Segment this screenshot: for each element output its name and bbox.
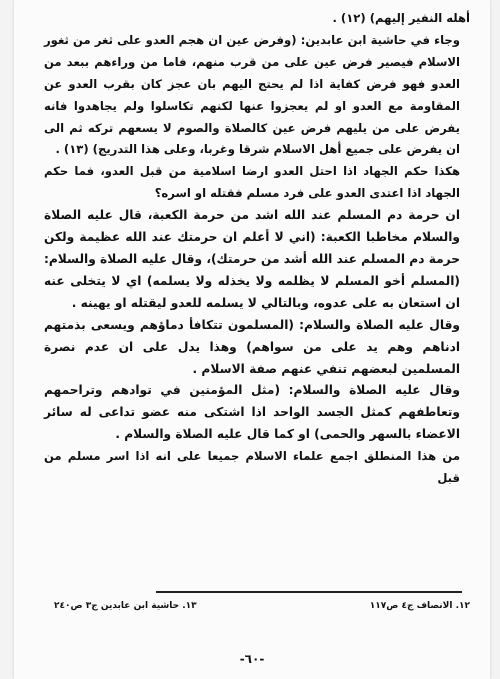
- paragraph-continuation: أهله النفير إليهم) (١٢) .: [332, 11, 470, 25]
- paragraph-believers-one-body: وقال عليه الصلاة والسلام: (مثل المؤمنين في توادهم وتراحمهم وتعاطفهم كمثل الجسد الواحد اذا اشتكى منه عضو تداعى له سائر الاعضاء بالسهر والحمى) او كما قال عليه الصلاة والسلام .: [44, 383, 460, 442]
- footnotes: [54, 601, 470, 611]
- footnote-divider: [156, 591, 462, 593]
- footnote-12: ١٢. الانصاف ج٤ ص١١٧: [369, 601, 470, 611]
- footnote-13: ١٣. حاشية ابن عابدين ج٣ ص٢٤٠: [54, 601, 197, 611]
- page-number: -٦٠-: [239, 652, 265, 666]
- document-page: [14, 0, 490, 679]
- paragraph-sanctity-of-blood: ان حرمة دم المسلم عند الله اشد من حرمة الكعبة، قال عليه الصلاة والسلام مخاطبا الكعبة: (اني لا أعلم ان حرمتك عند الله عظيمة ولكن حرمة دم المسلم عند الله أشد من حرمتك)، وقال عليه الصلاة والسلام: (المسلم أخو المسلم لا يظلمه ولا يخذله ولا يسلمه) اي لا يتخلى عنه ان استعان به على عدوه، وبالتالي لا يسلمه للعدو ليقتله او يهينه .: [43, 208, 460, 310]
- body-text: [44, 8, 470, 490]
- paragraph-muslims-equal-blood: وقال عليه الصلاة والسلام: (المسلمون تتكافأ دماؤهم ويسعى بذمتهم ادناهم وهم يد على من سواهم) وهذا يدل على ان عدم نصرة المسلمين لبعضهم تنفي عنهم صفة الاسلام .: [44, 317, 460, 376]
- paragraph-ibn-abidin-quote: وجاء في حاشية ابن عابدين: (وفرض عين ان هجم العدو على ثغر من ثغور الاسلام فيصير فرض عين على من قرب منهم، فاما من وراءهم ببعد من العدو فهو فرض كفاية اذا لم يحتج اليهم بان عجز كان بقرب العدو عن المقاومة مع العدو او لم يعجزوا عنها لكنهم تكاسلوا ولم يجاهدوا فانه يفرض على من يليهم فرض عين كالصلاة والصوم لا يسعهم تركه ثم الى ان يفرض على جميع أهل الاسلام شرقا وغربا، وعلى هذا التدريج) (١٣) .: [44, 32, 460, 157]
- paragraph-question: هكذا حكم الجهاد اذا احتل العدو ارضا اسلامية من قبل العدو، فما حكم الجهاد اذا اعتدى العدو على فرد مسلم فقتله او اسره؟: [44, 164, 460, 201]
- paragraph-consensus: من هذا المنطلق اجمع علماء الاسلام جميعا على انه اذا اسر مسلم من قبل: [44, 449, 460, 486]
